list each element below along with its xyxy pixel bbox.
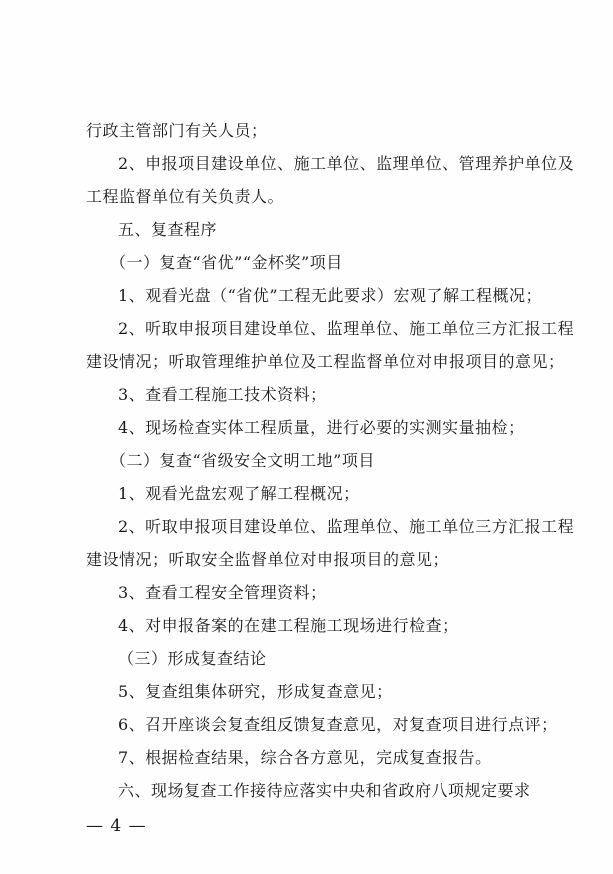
text-line: 1、观看光盘宏观了解工程概况； [118,484,360,503]
subsection-heading: （三）形成复查结论 [118,649,267,668]
text-line: 3、查看工程安全管理资料； [118,583,327,602]
text-line: 4、对申报备案的在建工程施工现场进行检查； [118,616,459,635]
text-line: 2、听取申报项目建设单位、监理单位、施工单位三方汇报工程 [118,319,575,338]
text-line: 行政主管部门有关人员； [86,121,268,140]
text-line: 7、根据检查结果，综合各方意见，完成复查报告。 [118,748,492,767]
text-line: 3、查看工程施工技术资料； [118,385,327,404]
page-number: — 4 — [86,816,147,836]
text-line: 建设情况；听取管理维护单位及工程监督单位对申报项目的意见； [86,352,565,371]
text-line: 5、复查组集体研究，形成复查意见； [118,682,393,701]
text-line: 6、召开座谈会复查组反馈复查意见，对复查项目进行点评； [118,715,558,734]
section-heading: 六、现场复查工作接待应落实中央和省政府八项规定要求 [118,781,531,800]
text-line: 4、现场检查实体工程质量，进行必要的实测实量抽检； [118,418,525,437]
text-line: 建设情况；听取安全监督单位对申报项目的意见； [86,550,450,569]
text-line: 2、听取申报项目建设单位、监理单位、施工单位三方汇报工程 [118,517,575,536]
section-heading: 五、复查程序 [118,220,218,239]
text-line: 2、申报项目建设单位、施工单位、监理单位、管理养护单位及 [118,154,575,173]
subsection-heading: （二）复查“省级安全文明工地”项目 [110,451,375,470]
subsection-heading: （一）复查“省优”“金杯奖”项目 [110,253,343,272]
text-line: 1、观看光盘（“省优”工程无此要求）宏观了解工程概况； [118,286,543,305]
text-line: 工程监督单位有关负责人。 [86,187,285,206]
